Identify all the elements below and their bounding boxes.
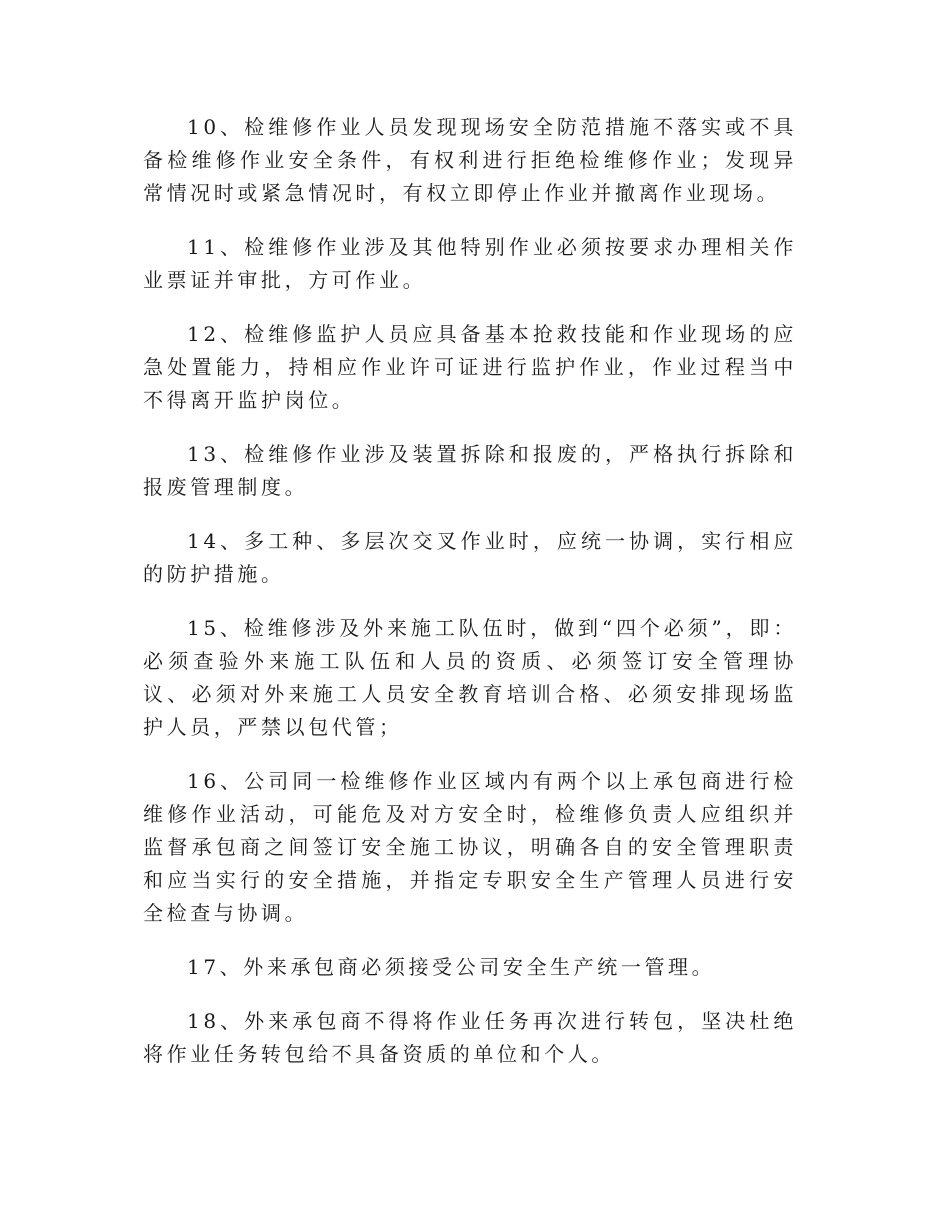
document-body — [143, 111, 797, 1092]
paragraph-14: 14、多工种、多层次交叉作业时，应统一协调，实行相应的防护措施。 — [143, 529, 797, 586]
paragraph-16: 16、公司同一检维修作业区域内有两个以上承包商进行检维修作业活动，可能危及对方安全时，检维修负责人应组织并监督承包商之间签订安全施工协议，明确各自的安全管理职责和应当实行的安全措施，并指定专职安全生产管理人员进行安全检查与协调。 — [143, 769, 797, 925]
paragraph-13: 13、检维修作业涉及装置拆除和报废的，严格执行拆除和报废管理制度。 — [143, 442, 797, 499]
paragraph-10: 10、检维修作业人员发现现场安全防范措施不落实或不具备检维修作业安全条件，有权利进行拒绝检维修作业；发现异常情况时或紧急情况时，有权立即停止作业并撤离作业现场。 — [143, 115, 797, 205]
paragraph-11: 11、检维修作业涉及其他特别作业必须按要求办理相关作业票证并审批，方可作业。 — [143, 235, 797, 292]
paragraph-15: 15、检维修涉及外来施工队伍时，做到“四个必须”，即：必须查验外来施工队伍和人员的资质、必须签订安全管理协议、必须对外来施工人员安全教育培训合格、必须安排现场监护人员，严禁以包代管； — [143, 616, 797, 739]
paragraph-12: 12、检维修监护人员应具备基本抢救技能和作业现场的应急处置能力，持相应作业许可证进行监护作业，作业过程当中不得离开监护岗位。 — [143, 322, 797, 412]
paragraph-17: 17、外来承包商必须接受公司安全生产统一管理。 — [187, 955, 716, 979]
paragraph-18: 18、外来承包商不得将作业任务再次进行转包，坚决杜绝将作业任务转包给不具备资质的单位和个人。 — [143, 1009, 797, 1066]
